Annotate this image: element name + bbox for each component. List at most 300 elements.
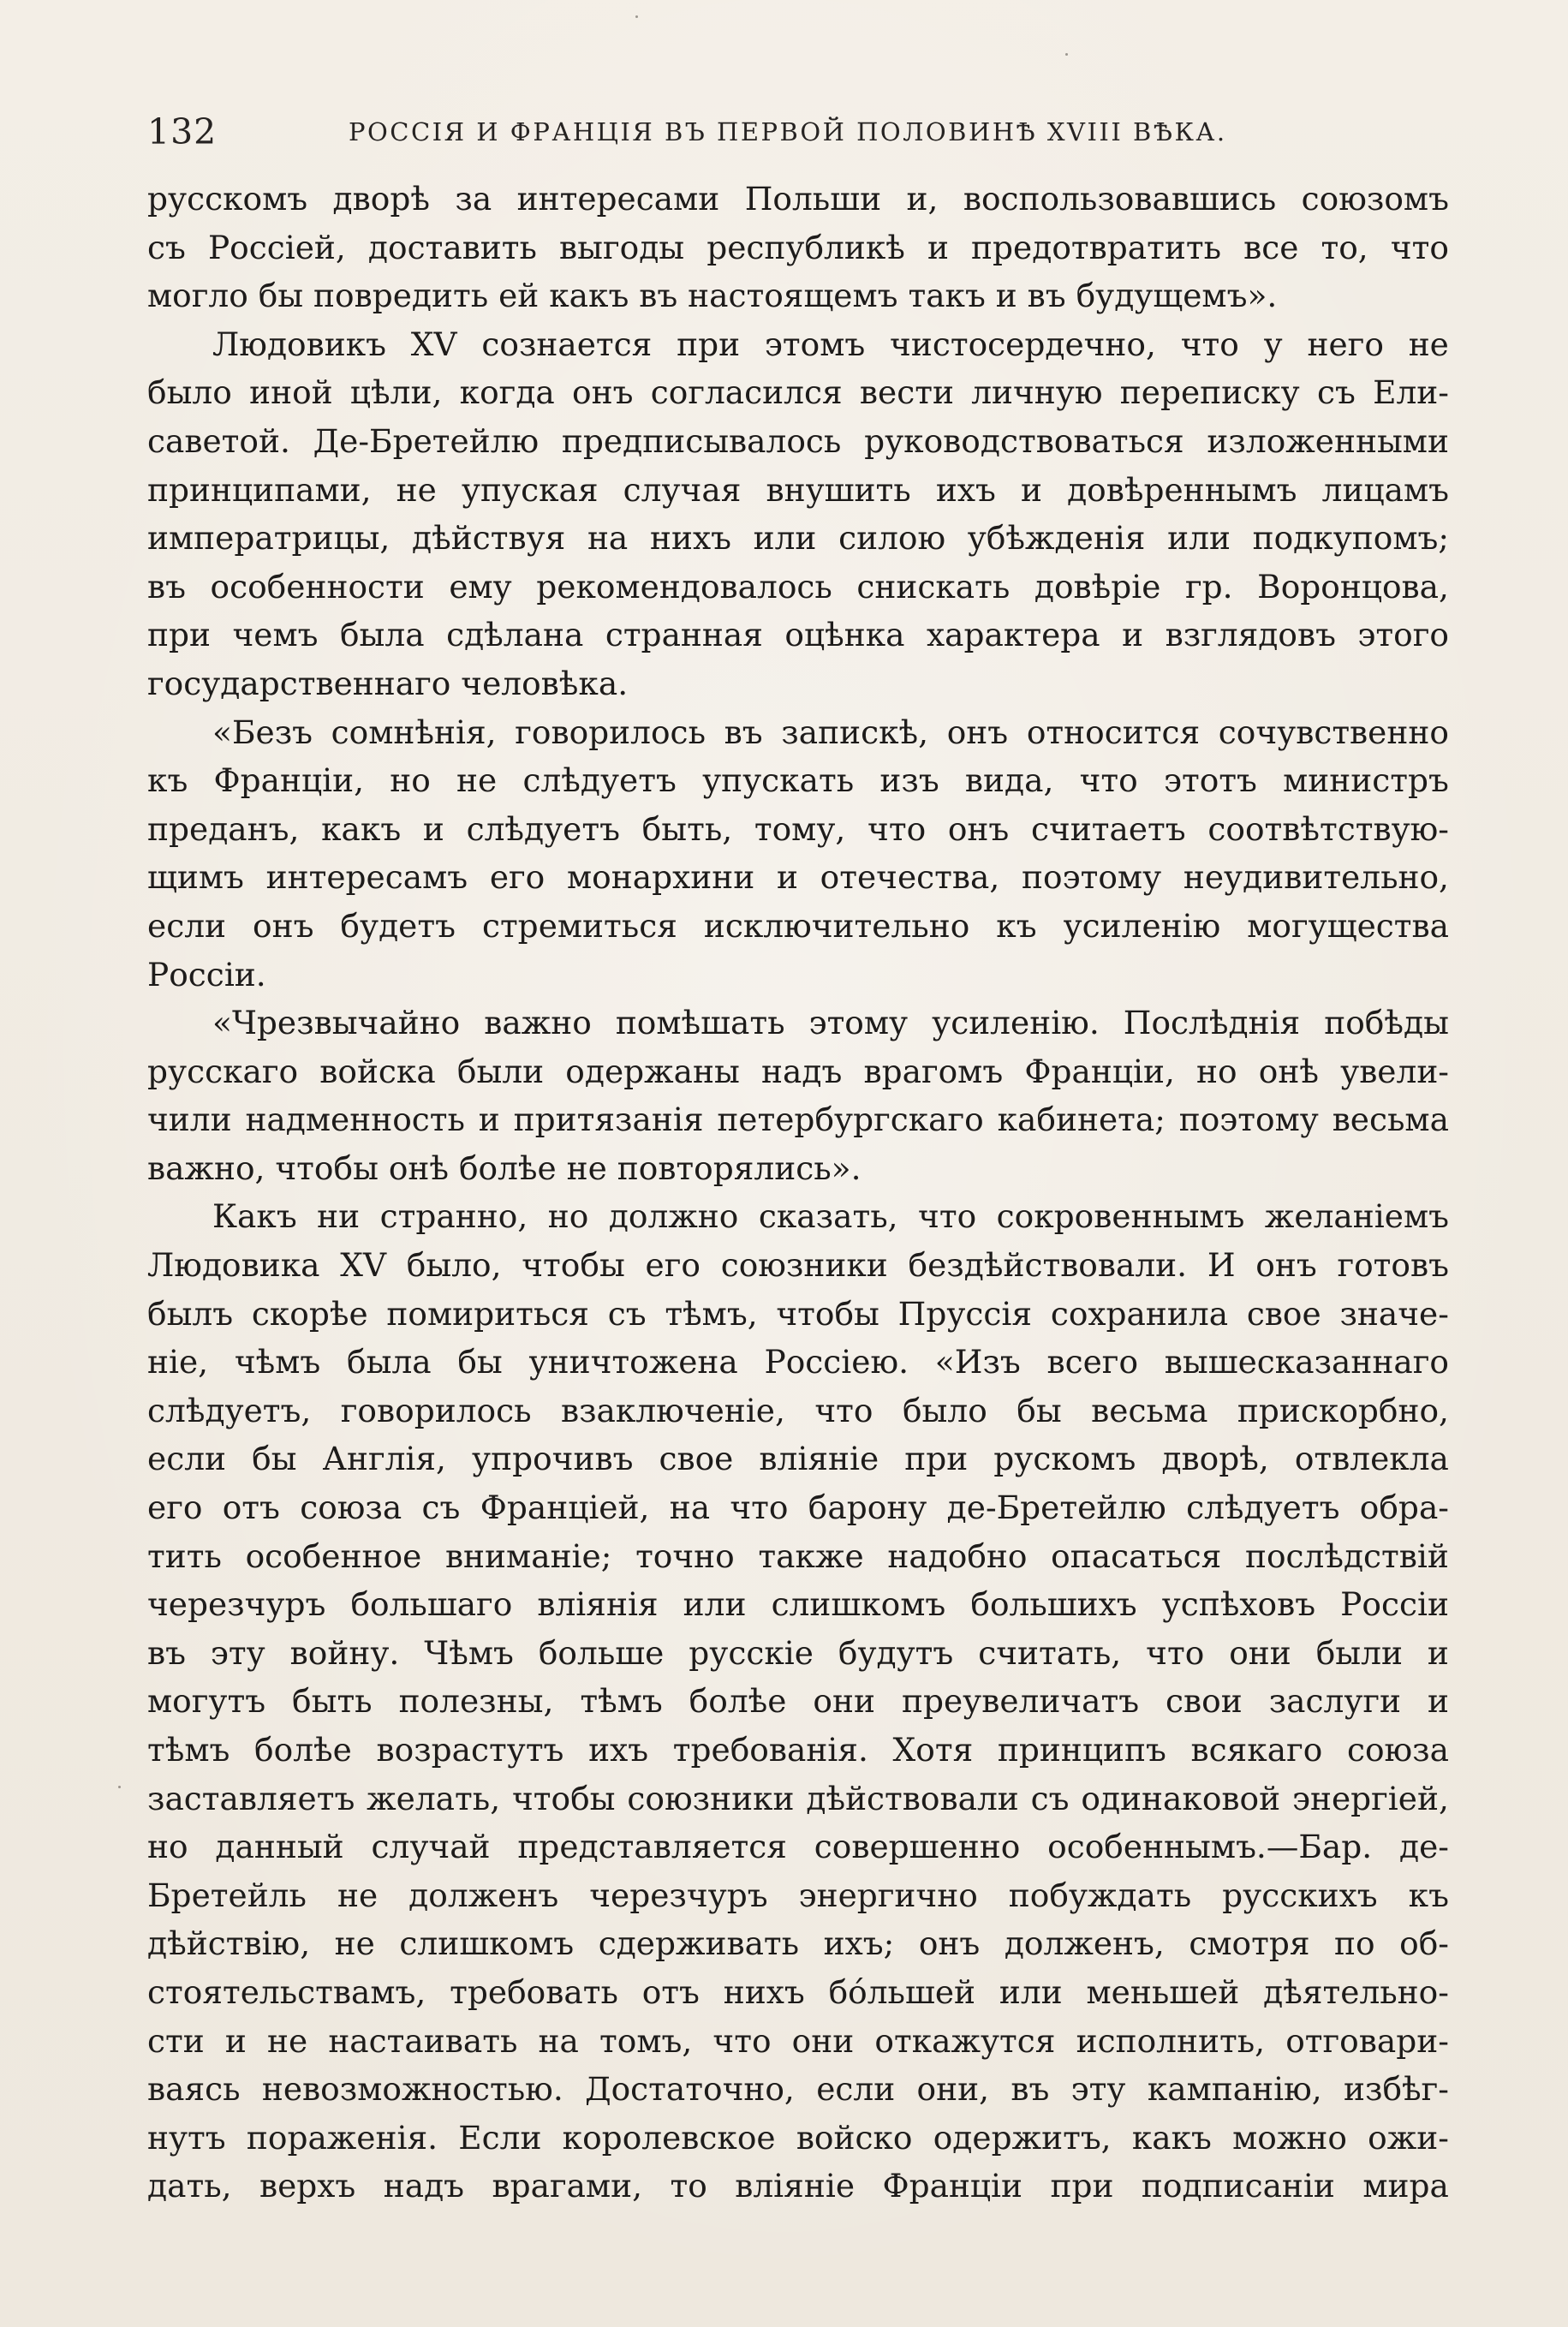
word: сознается xyxy=(481,325,653,363)
word: въ xyxy=(147,1633,186,1672)
word: если xyxy=(147,1440,227,1478)
word: избѣг- xyxy=(1344,2070,1449,2109)
word: Если xyxy=(458,2118,542,2157)
text-line xyxy=(147,1580,1449,1629)
word: дѣйствовали xyxy=(806,1779,1019,1817)
word: сдѣлана xyxy=(446,616,584,654)
word: при xyxy=(904,1440,969,1478)
word: были xyxy=(456,1052,545,1090)
word: при xyxy=(677,325,741,363)
word: согласился xyxy=(650,373,843,412)
word: исполнить, xyxy=(1076,2021,1266,2060)
word: неудивительно, xyxy=(1183,858,1449,897)
word: войну. xyxy=(289,1633,400,1672)
text-line xyxy=(147,1968,1449,2017)
word: надъ xyxy=(383,2167,465,2205)
text-line xyxy=(147,563,1449,612)
word: предписывалось xyxy=(561,421,842,460)
paper-speck xyxy=(1065,53,1068,56)
word: то xyxy=(670,2167,707,2205)
word: чтобы xyxy=(511,1779,616,1817)
word: союза xyxy=(1346,1731,1449,1769)
word: значе- xyxy=(1339,1294,1449,1333)
word: упускать xyxy=(702,761,855,800)
word: и, xyxy=(906,180,939,218)
text-line: могло бы повредить ей какъ въ настоящемъ такъ и въ будущемъ». xyxy=(147,277,1278,315)
word: русскихъ xyxy=(1222,1876,1378,1914)
text-line xyxy=(147,1241,1449,1290)
word: побуждать xyxy=(1008,1876,1192,1914)
word: по xyxy=(1334,1924,1375,1963)
word: или xyxy=(999,1972,1063,2011)
word: болѣе xyxy=(689,1682,787,1721)
text-line xyxy=(147,611,1449,659)
word: Англія, xyxy=(322,1440,446,1478)
word: увели- xyxy=(1340,1052,1449,1090)
word: усиленію xyxy=(1063,906,1221,945)
word: войска xyxy=(319,1052,436,1090)
word: Франціи, xyxy=(213,761,365,800)
word: нихъ xyxy=(723,1972,805,2011)
word: на xyxy=(587,519,629,558)
word: или xyxy=(753,519,817,558)
word: королевское xyxy=(562,2118,776,2157)
word: ваясь xyxy=(147,2070,241,2109)
word: было xyxy=(147,373,232,412)
word: заслуги xyxy=(1268,1682,1402,1721)
word: довѣреннымъ xyxy=(1067,470,1297,509)
word: де-Бретейлю xyxy=(946,1489,1166,1527)
word: дворѣ, xyxy=(1161,1440,1269,1478)
word: тить xyxy=(147,1536,222,1575)
word: скорѣе xyxy=(251,1294,368,1333)
word: точно xyxy=(635,1536,735,1575)
text-line xyxy=(147,2065,1449,2114)
text-line xyxy=(147,1629,1449,1678)
word: совершенно xyxy=(814,1828,1021,1866)
word: выгоды xyxy=(559,228,685,266)
word: и xyxy=(927,228,949,266)
word: воспользовавшись xyxy=(963,180,1277,218)
word: тѣмъ xyxy=(580,1682,663,1721)
word: долженъ xyxy=(408,1876,559,1914)
word: соотвѣтствую- xyxy=(1207,809,1449,848)
word: съ xyxy=(1030,1779,1070,1817)
word: желать, xyxy=(367,1779,501,1817)
word: бездѣйствовали. xyxy=(908,1246,1188,1285)
word: Людовикъ xyxy=(212,325,387,363)
word: стремиться xyxy=(481,906,677,945)
word: онъ xyxy=(947,809,1010,848)
word: и xyxy=(422,809,444,848)
word: за xyxy=(455,180,492,218)
word: Достаточно, xyxy=(585,2070,795,2109)
word: чемъ xyxy=(232,616,319,654)
word: Россіею. xyxy=(764,1343,909,1381)
body-text xyxy=(147,175,1449,2211)
word: Франціи xyxy=(882,2167,1023,2205)
word: его xyxy=(645,1246,701,1285)
word: войско xyxy=(796,2118,913,2157)
word: верхъ xyxy=(259,2167,356,2205)
word: бы xyxy=(252,1440,297,1478)
word: говорилось xyxy=(340,1391,532,1429)
word: они, xyxy=(916,2070,990,2109)
word: силою xyxy=(838,519,946,558)
text-line xyxy=(147,1338,1449,1387)
word: кабинета; xyxy=(997,1101,1166,1139)
word: не xyxy=(396,470,437,509)
word: усиленію. xyxy=(932,1004,1100,1042)
word: врагами, xyxy=(492,2167,643,2205)
word: къ xyxy=(1408,1876,1449,1914)
text-line xyxy=(147,1387,1449,1435)
word: особеннымъ.—Бар. xyxy=(1047,1828,1373,1866)
word: что xyxy=(1079,761,1138,800)
word: вести xyxy=(859,373,954,412)
word: гр. xyxy=(1185,567,1233,606)
word: исключительно xyxy=(703,906,970,945)
word: тѣмъ xyxy=(147,1731,230,1769)
word: большаго xyxy=(350,1585,513,1624)
word: онъ xyxy=(918,1924,981,1963)
word: помѣшать xyxy=(615,1004,785,1042)
text-line xyxy=(147,1192,1449,1241)
word: кампанію, xyxy=(1147,2070,1322,2109)
word: надъ xyxy=(761,1052,843,1090)
word: но xyxy=(147,1828,188,1866)
word: или xyxy=(683,1585,747,1624)
word: можно xyxy=(1232,2118,1347,2157)
word: вышесказаннаго xyxy=(1164,1343,1449,1381)
word: и xyxy=(1427,1633,1449,1672)
text-line xyxy=(147,1823,1449,1871)
word: весьма xyxy=(1332,1101,1449,1139)
word: запискѣ, xyxy=(781,713,929,751)
word: черезчуръ xyxy=(589,1876,768,1914)
word: все xyxy=(1243,228,1299,266)
word: Бретейль xyxy=(147,1876,307,1914)
word: де- xyxy=(1399,1828,1449,1866)
word: чѣмъ xyxy=(234,1343,321,1381)
word: этотъ xyxy=(1163,761,1257,800)
word: рекомендовалось xyxy=(536,567,832,606)
word: чтобы xyxy=(776,1294,879,1333)
word: Послѣднія xyxy=(1123,1004,1301,1042)
word: всего xyxy=(1046,1343,1139,1381)
word: вліяніе xyxy=(735,2167,856,2205)
word: смотря xyxy=(1189,1924,1310,1963)
text-line xyxy=(147,1919,1449,1968)
word: притязанія xyxy=(513,1101,704,1139)
word: было xyxy=(902,1391,987,1429)
word: что xyxy=(712,2021,772,2060)
word: И xyxy=(1207,1246,1236,1285)
word: заставляетъ xyxy=(147,1779,355,1817)
word: надобно xyxy=(887,1536,1028,1575)
word: императрицы, xyxy=(147,519,391,558)
word: русскіе xyxy=(689,1633,814,1672)
word: онъ xyxy=(572,373,634,412)
word: мира xyxy=(1362,2167,1449,2205)
word: полезны, xyxy=(398,1682,554,1721)
word: одинаковой xyxy=(1081,1779,1281,1817)
word: не xyxy=(334,1924,375,1963)
word: весьма xyxy=(1091,1391,1208,1429)
word: барону xyxy=(808,1489,927,1527)
word: послѣдствій xyxy=(1244,1536,1449,1575)
word: прискорбно, xyxy=(1237,1391,1449,1429)
running-head xyxy=(147,106,1449,158)
word: бы xyxy=(457,1343,503,1381)
word: нихъ xyxy=(649,519,731,558)
word: саветой. xyxy=(147,421,290,460)
word: об- xyxy=(1399,1924,1449,1963)
word: «Чрезвычайно xyxy=(212,1004,461,1042)
word: случая xyxy=(623,470,742,509)
word: Польши xyxy=(744,180,882,218)
word: иной xyxy=(249,373,333,412)
word: что xyxy=(730,1489,789,1527)
word: рускомъ xyxy=(993,1440,1136,1478)
word: къ xyxy=(996,906,1037,945)
word: настаивать xyxy=(328,2021,518,2060)
text-line xyxy=(147,1290,1449,1339)
word: особенное xyxy=(245,1536,422,1575)
word: XV xyxy=(410,325,457,363)
word: эту xyxy=(1070,2070,1126,2109)
word: дѣятельно- xyxy=(1263,1972,1449,2011)
word: когда xyxy=(459,373,555,412)
text-line xyxy=(147,708,1449,757)
word: съ xyxy=(421,1489,461,1527)
running-title: РОССІЯ И ФРАНЦІЯ ВЪ ПЕРВОЙ ПОЛОВИНѢ XVIII ВѢКА. xyxy=(349,117,1227,146)
text-line xyxy=(147,805,1449,854)
word: союза xyxy=(300,1489,402,1527)
word: могущества xyxy=(1247,906,1449,945)
word: свое xyxy=(659,1440,734,1478)
word: упуская xyxy=(461,470,599,509)
word: ожи- xyxy=(1368,2118,1449,2157)
word: его xyxy=(147,1489,203,1527)
word: особенности xyxy=(210,567,425,606)
word: и xyxy=(1122,616,1144,654)
text-line: важно, чтобы онѣ болѣе не повторялись». xyxy=(147,1149,862,1187)
word: русскаго xyxy=(147,1052,299,1090)
word: у xyxy=(1263,325,1283,363)
word: къ xyxy=(147,761,188,800)
word: на xyxy=(669,1489,711,1527)
word: одержитъ, xyxy=(933,2118,1112,2157)
word: дворѣ xyxy=(332,180,430,218)
word: возрастутъ xyxy=(376,1731,564,1769)
word: слишкомъ xyxy=(399,1924,575,1963)
word: довѣріе xyxy=(1034,567,1161,606)
text-line: государственнаго человѣка. xyxy=(147,664,629,702)
word: помириться xyxy=(386,1294,589,1333)
text-line xyxy=(147,1435,1449,1483)
word: откажутся xyxy=(874,2021,1056,2060)
word: изложенными xyxy=(1207,421,1449,460)
word: Какъ xyxy=(212,1197,297,1236)
word: сти xyxy=(147,2021,205,2060)
word: быть xyxy=(292,1682,373,1721)
word: считать, xyxy=(978,1633,1122,1672)
word: переписку xyxy=(1119,373,1300,412)
word: энергіей, xyxy=(1291,1779,1449,1817)
word: долженъ, xyxy=(1004,1924,1165,1963)
word: съ xyxy=(607,1294,647,1333)
word: то, xyxy=(1321,228,1368,266)
word: болѣе xyxy=(254,1731,352,1769)
word: и xyxy=(1427,1682,1449,1721)
word: обра- xyxy=(1359,1489,1449,1527)
word: будетъ xyxy=(340,906,456,945)
word: дать, xyxy=(147,2167,232,2205)
word: было, xyxy=(406,1246,502,1285)
text-line xyxy=(147,999,1449,1047)
word: быть, xyxy=(641,809,733,848)
word: или xyxy=(1167,519,1231,558)
word: сокровеннымъ xyxy=(996,1197,1245,1236)
word: свои xyxy=(1166,1682,1243,1721)
word: союзники xyxy=(627,1779,795,1817)
word: Ели- xyxy=(1373,373,1449,412)
word: Воронцова, xyxy=(1257,567,1449,606)
text-line xyxy=(147,1677,1449,1726)
word: важно xyxy=(484,1004,592,1042)
word: и xyxy=(224,2021,247,2060)
word: него xyxy=(1307,325,1384,363)
text-line xyxy=(147,2017,1449,2066)
text-line xyxy=(147,1483,1449,1532)
word: если xyxy=(816,2070,896,2109)
word: поэтому xyxy=(1022,858,1162,897)
text-line xyxy=(147,756,1449,805)
word: этому xyxy=(808,1004,909,1042)
text-line: Россіи. xyxy=(147,955,266,993)
word: бы xyxy=(1017,1391,1062,1429)
text-line xyxy=(147,1047,1449,1096)
word: съ xyxy=(1316,373,1356,412)
word: странная xyxy=(605,616,763,654)
word: сдерживать xyxy=(598,1924,800,1963)
word: преданъ, xyxy=(147,809,300,848)
word: невозможностью. xyxy=(261,2070,563,2109)
word: что xyxy=(1180,325,1239,363)
word: характера xyxy=(927,616,1100,654)
word: союзомъ xyxy=(1301,180,1449,218)
word: вліянія xyxy=(537,1585,659,1624)
word: что xyxy=(918,1197,977,1236)
word: доставить xyxy=(367,228,537,266)
word: оцѣнка xyxy=(784,616,905,654)
word: упрочивъ xyxy=(472,1440,634,1478)
word: не xyxy=(337,1876,379,1914)
word: эту xyxy=(210,1633,265,1672)
word: Де-Бретейлю xyxy=(313,421,540,460)
word: министръ xyxy=(1283,761,1449,800)
word: вниманіе; xyxy=(444,1536,612,1575)
word: отвлекла xyxy=(1294,1440,1449,1478)
word: отговари- xyxy=(1285,2021,1449,2060)
text-line xyxy=(147,2162,1449,2211)
word: отъ xyxy=(222,1489,280,1527)
word: пораженія. xyxy=(246,2118,438,2157)
word: что xyxy=(814,1391,873,1429)
word: монархини xyxy=(566,858,755,897)
word: Пруссія xyxy=(897,1294,1033,1333)
word: ихъ xyxy=(588,1731,649,1769)
word: была xyxy=(347,1343,432,1381)
word: снискать xyxy=(856,567,1011,606)
word: какъ xyxy=(1131,2118,1212,2157)
word: что xyxy=(1390,228,1449,266)
word: взглядовъ xyxy=(1165,616,1336,654)
word: Людовика xyxy=(147,1246,320,1285)
word: русскомъ xyxy=(147,180,308,218)
word: ему xyxy=(449,567,512,606)
word: онъ xyxy=(1255,1246,1317,1285)
word: что xyxy=(1146,1633,1205,1672)
word: слѣдуетъ xyxy=(466,809,620,848)
word: отечества, xyxy=(820,858,1000,897)
word: данный xyxy=(215,1828,344,1866)
word: большихъ xyxy=(970,1585,1137,1624)
word: руководствоваться xyxy=(864,421,1184,460)
word: союзники xyxy=(720,1246,888,1285)
word: слѣдуетъ xyxy=(522,761,677,800)
word: онъ xyxy=(253,906,314,945)
word: успѣховъ xyxy=(1161,1585,1316,1624)
word: петербургскаго xyxy=(717,1101,984,1139)
word: всякаго xyxy=(1190,1731,1323,1769)
word: Россіей, xyxy=(207,228,346,266)
text-line xyxy=(147,1726,1449,1775)
word: требованія. xyxy=(672,1731,868,1769)
word: также xyxy=(758,1536,864,1575)
word: подкупомъ; xyxy=(1252,519,1449,558)
word: при xyxy=(1050,2167,1114,2205)
text-line xyxy=(147,417,1449,466)
word: дѣйствуя xyxy=(412,519,566,558)
word: и xyxy=(478,1101,500,1139)
word: говорилось xyxy=(515,713,706,751)
word: они xyxy=(1229,1633,1291,1672)
word: отъ xyxy=(641,1972,700,2011)
word: но xyxy=(390,761,431,800)
word: тѣмъ, xyxy=(665,1294,758,1333)
text-line xyxy=(147,175,1449,224)
word: не xyxy=(456,761,498,800)
word: Чѣмъ xyxy=(424,1633,514,1672)
word: томъ, xyxy=(599,2021,693,2060)
word: Франціи, xyxy=(1024,1052,1175,1090)
word: готовъ xyxy=(1337,1246,1449,1285)
word: «Изъ xyxy=(934,1343,1021,1381)
word: этомъ xyxy=(764,325,866,363)
word: требовать xyxy=(450,1972,618,2011)
text-line xyxy=(147,902,1449,951)
paper-speck xyxy=(635,15,638,18)
text-line xyxy=(147,1532,1449,1581)
word: интересамъ xyxy=(265,858,468,897)
word: этого xyxy=(1357,616,1449,654)
word: чистосердечно, xyxy=(890,325,1156,363)
word: и xyxy=(776,858,798,897)
word: изъ xyxy=(879,761,939,800)
word: преувеличатъ xyxy=(901,1682,1140,1721)
